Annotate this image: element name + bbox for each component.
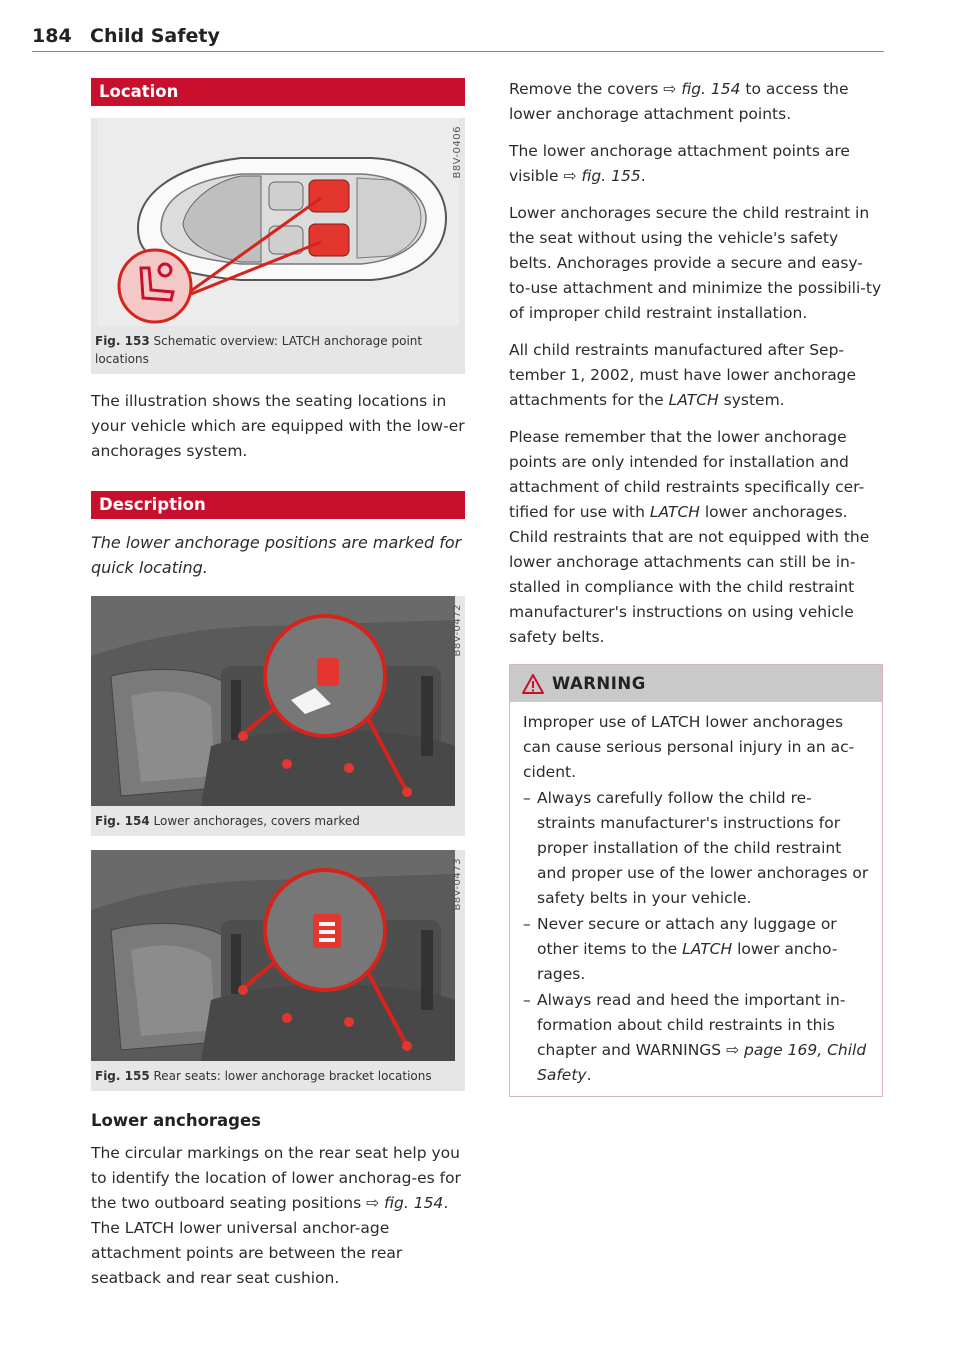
chapter-title: Child Safety	[90, 25, 220, 47]
latch-term: LATCH	[668, 391, 719, 409]
section-title-location: Location	[91, 78, 465, 106]
warning-triangle-icon	[522, 674, 544, 694]
caption-label: Fig. 153	[95, 334, 150, 348]
text-segment: All child restraints manufactured after Sep-tember 1, 2002, must have lower anchorage attachments for the	[509, 341, 857, 409]
right-column	[509, 78, 883, 1097]
caption-text: Rear seats: lower anchorage bracket locations	[149, 1069, 432, 1083]
warning-bullet	[523, 912, 870, 987]
bullet-dash: –	[523, 915, 531, 933]
bullet-text: .	[586, 1066, 592, 1084]
section-title-description: Description	[91, 491, 465, 519]
paragraph-remember	[509, 425, 883, 650]
caption-text: Lower anchorages, covers marked	[149, 814, 360, 828]
page-reference-link[interactable]: ⇨ page 169, Child Safety	[537, 1041, 867, 1084]
text-segment: The lower anchorage attachment points are visible	[509, 142, 850, 185]
text-segment: system.	[718, 391, 785, 409]
description-lead: The lower anchorage positions are marked for quick locating.	[91, 533, 462, 577]
car-top-view-illustration	[91, 118, 465, 326]
child-seat-icon	[119, 250, 191, 322]
figure-reference-link[interactable]: ⇨ fig. 155	[563, 167, 641, 185]
latch-term: LATCH	[649, 503, 700, 521]
figure-154-caption	[91, 806, 465, 836]
warning-box	[509, 664, 883, 1097]
text-segment: to access the lower anchorage attachment points.	[509, 80, 849, 123]
bullet-dash: –	[523, 991, 531, 1009]
figure-code: B8V-0473	[452, 858, 463, 911]
warning-intro: Improper use of LATCH lower anchorages can cause serious personal injury in an ac-cident.	[523, 713, 855, 781]
warning-header	[510, 665, 882, 702]
latch-term: LATCH	[682, 940, 733, 958]
page-header	[32, 22, 884, 52]
bullet-text: Never secure or attach any luggage or other items to the	[537, 915, 837, 958]
rear-seat-brackets-illustration	[91, 850, 465, 1061]
figure-reference-link[interactable]: ⇨ fig. 154	[366, 1194, 444, 1212]
paragraph-remove-covers	[509, 77, 883, 127]
text-segment: .	[640, 167, 646, 185]
text-segment: lower anchorages. Child restraints that are not equipped with the lower anchorage attachments can still be in-stalled in compliance with the child restraint manufacturer's instructions on using vehicle safety belts.	[509, 503, 870, 646]
figure-code: B8V-0472	[452, 604, 463, 657]
warning-bullet	[523, 786, 870, 911]
lower-anchorages-paragraph	[91, 1141, 465, 1291]
figure-code: B8V-0406	[452, 126, 463, 179]
caption-label: Fig. 155	[95, 1069, 150, 1083]
warning-bullet	[523, 988, 870, 1088]
bullet-text: lower ancho-rages.	[537, 940, 838, 983]
rear-seat-covers-illustration	[91, 596, 465, 806]
paragraph-manufactured	[509, 338, 883, 413]
bullet-dash: –	[523, 789, 531, 807]
location-paragraph: The illustration shows the seating locations in your vehicle which are equipped with the low-er anchorages system.	[91, 392, 465, 460]
text-segment: Please remember that the lower anchorage points are only intended for installation and attachment of child restraints specifically cer-tified for use with	[509, 428, 865, 521]
figure-155	[91, 850, 465, 1061]
figure-153	[91, 118, 465, 326]
text-segment: The circular markings on the rear seat help you to identify the location of lower anchorag-es for the two outboard seating positions	[91, 1144, 461, 1212]
paragraph-visible	[509, 139, 883, 189]
text-segment: . The LATCH lower universal anchor-age attachment points are between the rear seatback and rear seat cushion.	[91, 1194, 449, 1287]
paragraph-secure: Lower anchorages secure the child restraint in the seat without using the vehicle's safety belts. Anchorages provide a secure and easy-to-use attachment and minimize the possibili-ty of improper child restraint installation.	[509, 204, 882, 322]
figure-154	[91, 596, 465, 806]
caption-label: Fig. 154	[95, 814, 150, 828]
caption-text: Schematic overview: LATCH anchorage point locations	[95, 334, 423, 366]
warning-title: WARNING	[552, 674, 646, 693]
figure-155-caption	[91, 1061, 465, 1091]
lower-anchorages-heading: Lower anchorages	[91, 1111, 262, 1130]
figure-153-caption	[91, 326, 465, 374]
bullet-text: Always carefully follow the child re-straints manufacturer's instructions for proper installation of the child restraint and proper use of the lower anchorages or safety belts in your vehicle.	[537, 789, 869, 907]
figure-reference-link[interactable]: ⇨ fig. 154	[663, 80, 741, 98]
bullet-text: Always read and heed the important in-formation about child restraints in this chapter and WARNINGS	[537, 991, 846, 1059]
left-column	[91, 78, 465, 1291]
text-segment: Remove the covers	[509, 80, 664, 98]
warning-body	[510, 702, 882, 1096]
page-number: 184	[32, 25, 72, 47]
